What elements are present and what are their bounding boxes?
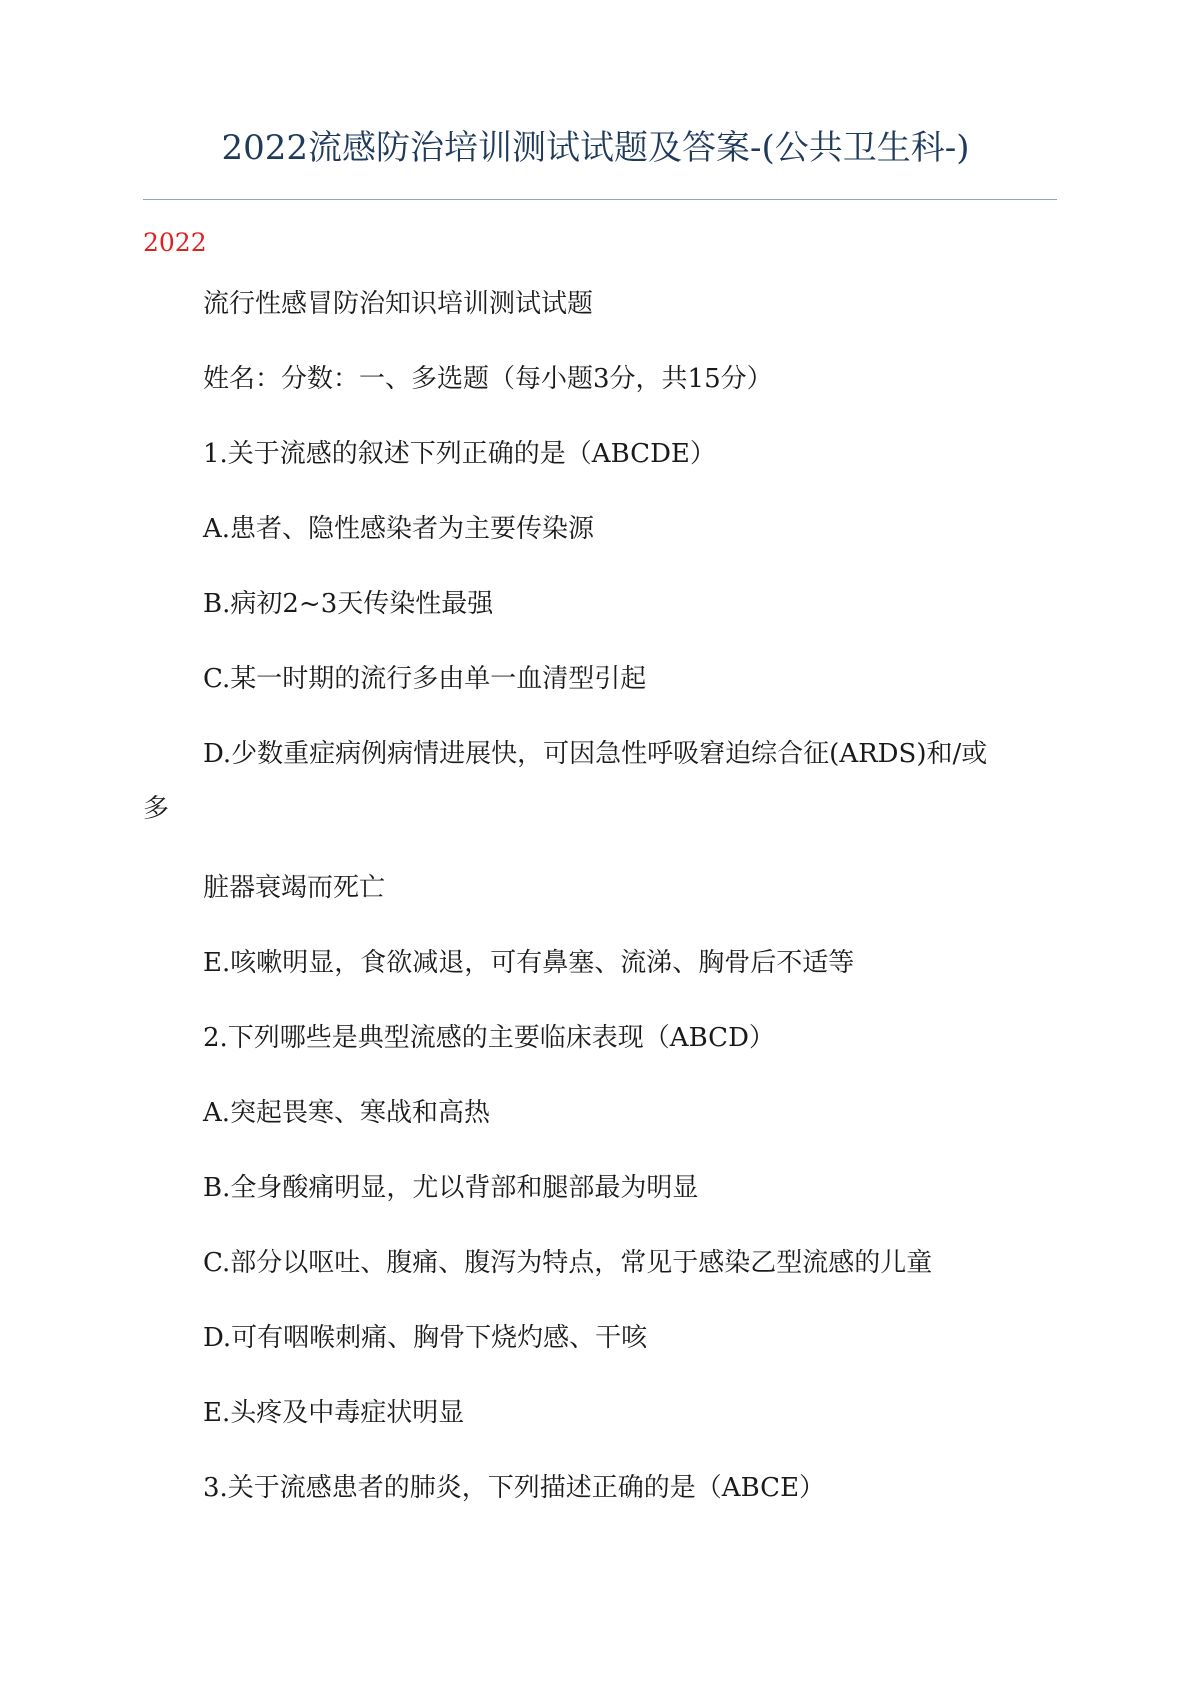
- q1-option-e: E.咳嗽明显，食欲减退，可有鼻塞、流涕、胸骨后不适等: [203, 948, 855, 978]
- section-heading: 流行性感冒防治知识培训测试试题: [203, 289, 594, 319]
- q2-option-a: A.突起畏寒、寒战和高热: [203, 1098, 491, 1128]
- question-1: 1.关于流感的叙述下列正确的是（ABCDE）: [203, 439, 716, 469]
- year-label: 2022: [143, 228, 207, 257]
- page-title: 2022流感防治培训测试试题及答案-(公共卫生科-): [221, 128, 970, 168]
- q1-option-d-wrap: 多: [143, 794, 170, 824]
- q2-option-e: E.头疼及中毒症状明显: [203, 1398, 465, 1428]
- q1-option-b: B.病初2~3天传染性最强: [203, 589, 494, 619]
- question-2: 2.下列哪些是典型流感的主要临床表现（ABCD）: [203, 1023, 775, 1053]
- q1-option-a: A.患者、隐性感染者为主要传染源: [203, 514, 595, 544]
- q2-option-d: D.可有咽喉刺痛、胸骨下烧灼感、干咳: [203, 1323, 648, 1353]
- q2-option-c: C.部分以呕吐、腹痛、腹泻为特点，常见于感染乙型流感的儿童: [203, 1248, 933, 1278]
- title-divider: [143, 199, 1057, 200]
- question-3: 3.关于流感患者的肺炎，下列描述正确的是（ABCE）: [203, 1473, 826, 1503]
- q1-option-c: C.某一时期的流行多由单一血清型引起: [203, 664, 647, 694]
- q1-option-d-continued: 脏器衰竭而死亡: [203, 873, 386, 903]
- header-line: 姓名：分数：一、多选题（每小题3分，共15分）: [203, 364, 773, 394]
- q2-option-b: B.全身酸痛明显，尤以背部和腿部最为明显: [203, 1173, 699, 1203]
- q1-option-d: D.少数重症病例病情进展快，可因急性呼吸窘迫综合征(ARDS)和/或: [203, 739, 988, 769]
